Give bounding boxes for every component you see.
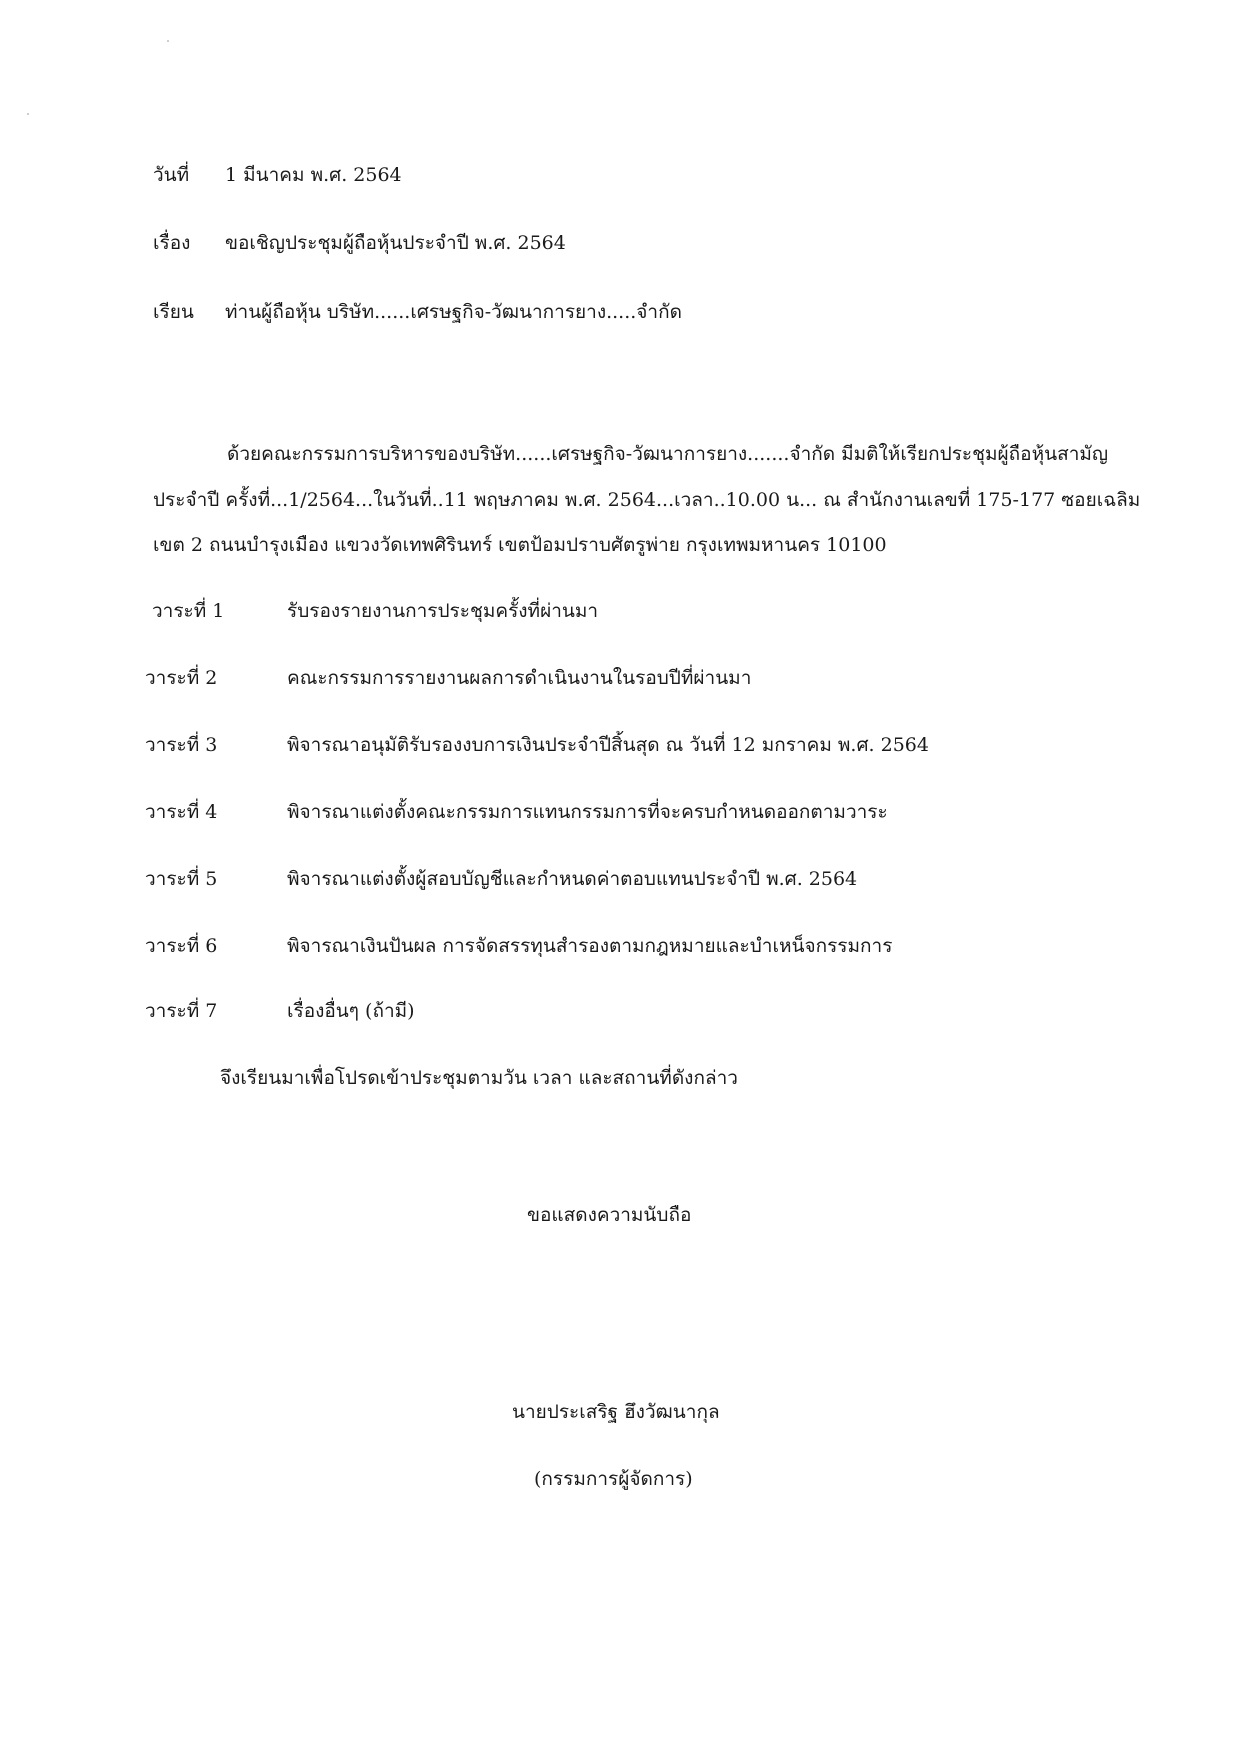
signer-name: นายประเสริฐ ฮึงวัฒนากุล	[512, 1401, 720, 1423]
agenda-number: วาระที่ 2	[145, 667, 218, 689]
agenda-number: วาระที่ 3	[145, 734, 218, 756]
agenda-text: พิจารณาเงินปันผล การจัดสรรทุนสำรองตามกฎหมายและบำเหน็จกรรมการ	[287, 935, 893, 957]
agenda-text: พิจารณาแต่งตั้งผู้สอบบัญชีและกำหนดค่าตอบแทนประจำปี พ.ศ. 2564	[287, 868, 858, 890]
intro-line-3: เขต 2 ถนนบำรุงเมือง แขวงวัดเทพศิรินทร์ เขตป้อมปราบศัตรูพ่าย กรุงเทพมหานคร 10100	[153, 534, 887, 556]
date-value: 1 มีนาคม พ.ศ. 2564	[225, 164, 402, 186]
agenda-number: วาระที่ 7	[145, 1000, 218, 1022]
agenda-number: วาระที่ 4	[145, 801, 218, 823]
scan-speck	[167, 40, 169, 42]
agenda-text: รับรองรายงานการประชุมครั้งที่ผ่านมา	[287, 600, 599, 622]
agenda-number: วาระที่ 6	[145, 935, 218, 957]
date-label: วันที่	[153, 164, 190, 186]
scan-speck	[27, 113, 29, 115]
agenda-text: พิจารณาอนุมัติรับรองงบการเงินประจำปีสิ้นสุด ณ วันที่ 12 มกราคม พ.ศ. 2564	[287, 734, 929, 756]
recipient-value: ท่านผู้ถือหุ้น บริษัท......เศรษฐกิจ-วัฒนาการยาง.....จำกัด	[225, 301, 682, 323]
intro-line-2: ประจำปี ครั้งที่...1/2564...ในวันที่..11 พฤษภาคม พ.ศ. 2564...เวลา..10.00 น... ณ สำนักงานเลขที่ 175-177 ซอยเฉลิม	[153, 489, 1141, 511]
agenda-text: คณะกรรมการรายงานผลการดำเนินงานในรอบปีที่ผ่านมา	[287, 667, 752, 689]
agenda-text: เรื่องอื่นๆ (ถ้ามี)	[287, 1000, 415, 1022]
agenda-text: พิจารณาแต่งตั้งคณะกรรมการแทนกรรมการที่จะครบกำหนดออกตามวาระ	[287, 801, 888, 823]
intro-line-1: ด้วยคณะกรรมการบริหารของบริษัท......เศรษฐกิจ-วัฒนาการยาง.......จำกัด มีมติให้เรียกประชุมผู้ถือหุ้นสามัญ	[227, 443, 1109, 465]
closing-regards: ขอแสดงความนับถือ	[527, 1204, 692, 1226]
agenda-number: วาระที่ 1	[152, 600, 225, 622]
agenda-number: วาระที่ 5	[145, 868, 218, 890]
signer-title: (กรรมการผู้จัดการ)	[534, 1468, 693, 1490]
subject-label: เรื่อง	[153, 232, 191, 254]
recipient-label: เรียน	[153, 301, 194, 323]
closing-invitation: จึงเรียนมาเพื่อโปรดเข้าประชุมตามวัน เวลา และสถานที่ดังกล่าว	[220, 1067, 738, 1089]
subject-value: ขอเชิญประชุมผู้ถือหุ้นประจำปี พ.ศ. 2564	[225, 232, 566, 254]
